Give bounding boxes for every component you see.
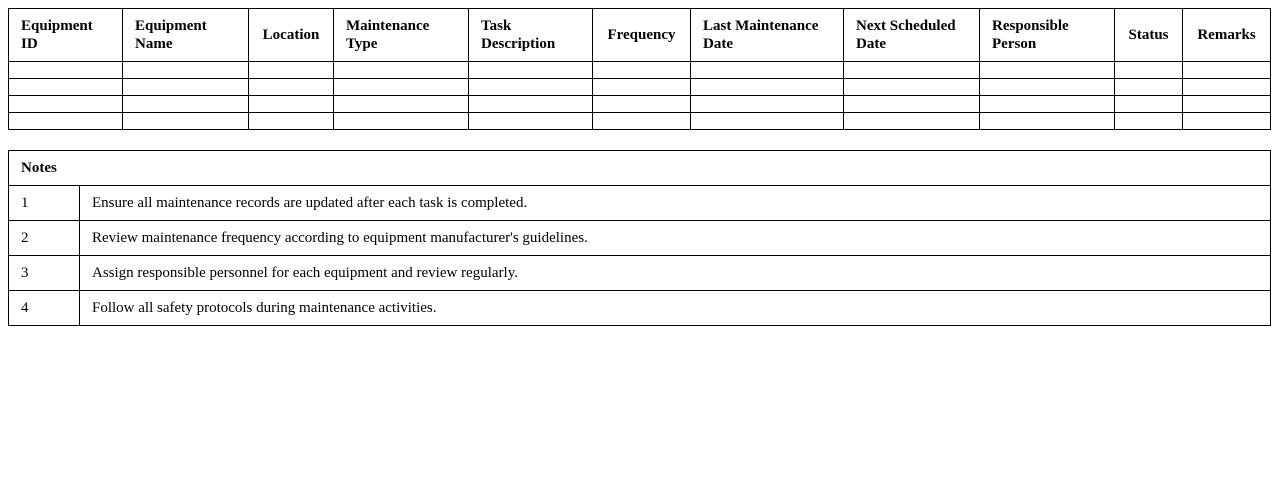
table-cell [469,96,593,113]
table-cell [334,79,469,96]
table-row [9,79,1271,96]
table-cell [844,113,980,130]
table-cell [980,96,1115,113]
table-cell [844,96,980,113]
table-cell [469,79,593,96]
col-header-last-maintenance-date: Last Maintenance Date [691,9,844,62]
table-cell [980,113,1115,130]
note-row [9,221,1271,256]
table-cell [1115,79,1183,96]
table-cell [1115,96,1183,113]
notes-header-row [9,151,1271,186]
note-text: Assign responsible personnel for each equipment and review regularly. [80,256,1271,291]
note-row [9,291,1271,326]
table-cell [593,79,691,96]
table-header-row [9,9,1271,62]
table-cell [691,113,844,130]
table-cell [1115,62,1183,79]
note-number: 4 [9,291,80,326]
col-header-remarks: Remarks [1183,9,1271,62]
col-header-next-scheduled-date: Next Scheduled Date [844,9,980,62]
col-header-responsible-person: Responsible Person [980,9,1115,62]
note-number: 3 [9,256,80,291]
col-header-status: Status [1115,9,1183,62]
table-cell [1183,96,1271,113]
table-cell [123,79,249,96]
table-cell [980,62,1115,79]
table-cell [691,79,844,96]
table-row [9,62,1271,79]
table-cell [469,113,593,130]
table-cell [249,96,334,113]
table-row [9,96,1271,113]
table-cell [980,79,1115,96]
col-header-frequency: Frequency [593,9,691,62]
table-cell [9,79,123,96]
table-cell [593,113,691,130]
note-text: Review maintenance frequency according to equipment manufacturer's guidelines. [80,221,1271,256]
table-cell [1183,113,1271,130]
table-cell [123,96,249,113]
col-header-maintenance-type: Maintenance Type [334,9,469,62]
table-row [9,113,1271,130]
table-cell [249,113,334,130]
table-cell [334,62,469,79]
table-cell [1183,62,1271,79]
col-header-equipment-name: Equipment Name [123,9,249,62]
note-number: 2 [9,221,80,256]
table-cell [469,62,593,79]
table-cell [691,96,844,113]
table-cell [9,113,123,130]
table-cell [593,62,691,79]
table-cell [844,79,980,96]
table-cell [123,113,249,130]
maintenance-log-body [9,62,1271,130]
table-cell [249,62,334,79]
col-header-location: Location [249,9,334,62]
note-text: Ensure all maintenance records are updated after each task is completed. [80,186,1271,221]
table-cell [123,62,249,79]
note-row [9,256,1271,291]
note-text: Follow all safety protocols during maintenance activities. [80,291,1271,326]
table-cell [593,96,691,113]
table-cell [334,113,469,130]
table-cell [691,62,844,79]
maintenance-log-table [8,8,1271,130]
col-header-equipment-id: Equipment ID [9,9,123,62]
table-cell [9,96,123,113]
note-row [9,186,1271,221]
notes-table [8,150,1271,326]
notes-heading: Notes [9,151,1271,186]
table-cell [844,62,980,79]
col-header-task-description: Task Description [469,9,593,62]
table-cell [9,62,123,79]
table-cell [334,96,469,113]
note-number: 1 [9,186,80,221]
table-cell [1115,113,1183,130]
table-cell [249,79,334,96]
table-cell [1183,79,1271,96]
